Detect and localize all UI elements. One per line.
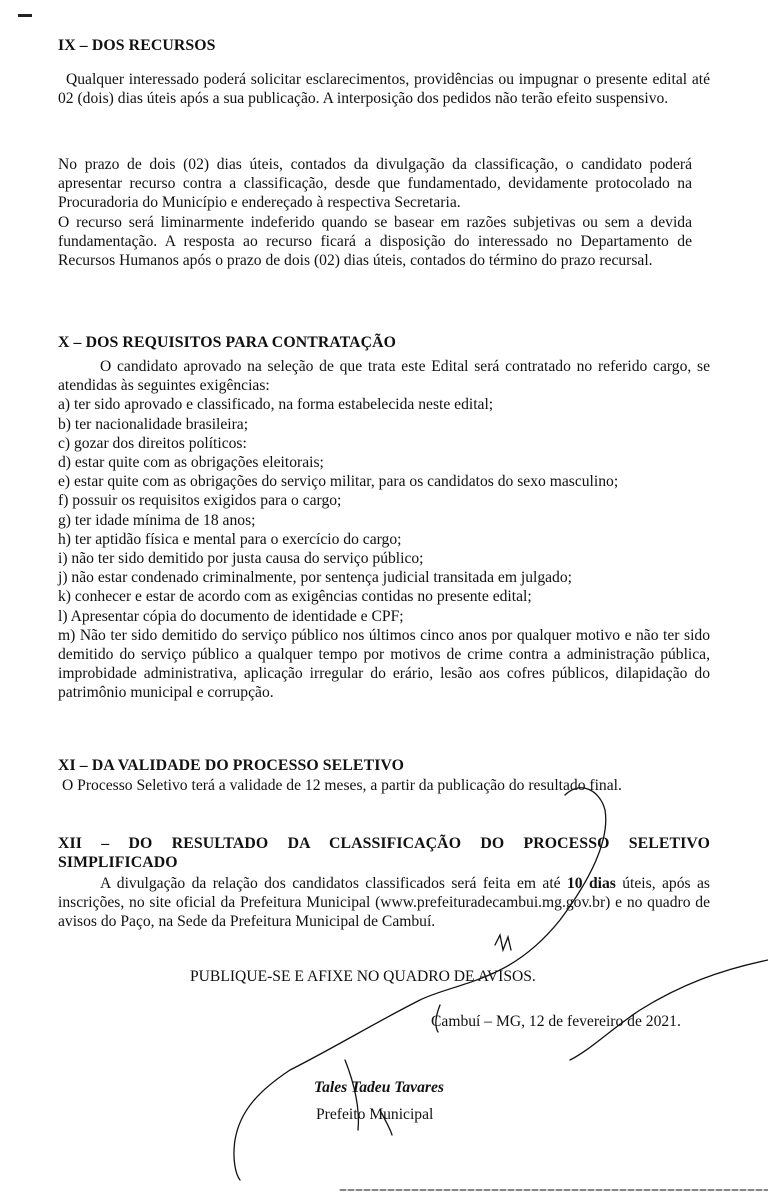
- section-ix-paragraph-3: O recurso será liminarmente indeferido quando se basear em razões subjetivas ou sem a devida fundamentação. A resposta ao recurso ficará a disposição do interessado no Departamento de Recursos Humanos após o prazo de dois (02) dias úteis, contados do término do prazo recursal.: [58, 213, 692, 270]
- section-xii-title: [58, 834, 710, 872]
- scan-corner-mark: [18, 14, 32, 17]
- section-xii-text-part-1: A divulgação da relação dos candidatos classificados será feita em até: [100, 875, 567, 892]
- requirement-item: a) ter sido aprovado e classificado, na forma estabelecida neste edital;: [58, 396, 494, 414]
- section-ix-paragraph-2: No prazo de dois (02) dias úteis, contados da divulgação da classificação, o candidato poderá apresentar recurso contra a classificação, desde que fundamentado, devidamente protocolado na Procuradoria do Município e endereçado à respectiva Secretaria.: [58, 156, 692, 212]
- requirement-item: c) gozar dos direitos políticos:: [58, 434, 247, 452]
- section-ix-paragraph-1: Qualquer interessado poderá solicitar esclarecimentos, providências ou impugnar o presente edital até 02 (dois) dias úteis após a sua publicação. A interposição dos pedidos não terão efeito suspensivo.: [58, 71, 710, 108]
- section-xi-title: XI – DA VALIDADE DO PROCESSO SELETIVO: [58, 757, 405, 774]
- requirement-item: g) ter idade mínima de 18 anos;: [58, 511, 256, 529]
- requirement-item: h) ter aptidão física e mental para o exercício do cargo;: [58, 530, 402, 548]
- requirements-list: [58, 395, 710, 625]
- section-xi-text: O Processo Seletivo terá a validade de 12 meses, a partir da publicação do resultado final.: [62, 777, 622, 794]
- requirement-item: l) Apresentar cópia do documento de identidade e CPF;: [58, 607, 404, 625]
- section-xii-text: [58, 874, 710, 932]
- section-xi-body: [62, 776, 714, 795]
- requirement-item: f) possuir os requisitos exigidos para o cargo;: [58, 492, 342, 510]
- signer-name: Tales Tadeu Tavares: [314, 1079, 444, 1096]
- requirement-item: d) estar quite com as obrigações eleitorais;: [58, 454, 324, 472]
- section-xii-deadline: 10 dias: [566, 875, 616, 892]
- section-x-intro: O candidato aprovado na seleção de que trata este Edital será contratado no referido cargo, se atendidas às seguintes exigências:: [58, 358, 710, 395]
- section-ix-body: [58, 70, 710, 108]
- publique-notice: PUBLIQUE-SE E AFIXE NO QUADRO DE AVISOS.: [190, 968, 536, 985]
- section-x-body: [58, 357, 710, 703]
- requirement-item: e) estar quite com as obrigações do serviço militar, para os candidatos do sexo masculino;: [58, 473, 619, 491]
- requirement-item: k) conhecer e estar de acordo com as exigências contidas no presente edital;: [58, 588, 532, 606]
- section-xii-text-part-2: úteis, após as inscrições, no site oficial da Prefeitura Municipal (www.prefeituradecambui.mg.gov.br) e no quadro de avisos do Paço, na Sede da Prefeitura Municipal de Cambuí.: [58, 875, 710, 931]
- signer-role: Prefeito Municipal: [316, 1106, 434, 1123]
- section-ix-title: IX – DOS RECURSOS: [58, 37, 216, 54]
- section-xii-body: [58, 874, 710, 932]
- requirement-item: j) não estar condenado criminalmente, por sentença judicial transitada em julgado;: [58, 569, 572, 587]
- section-ix-body-2: [58, 155, 692, 270]
- requirement-item: b) ter nacionalidade brasileira;: [58, 415, 249, 433]
- section-xii-title-text: XII – DO RESULTADO DA CLASSIFICAÇÃO DO PROCESSO SELETIVO SIMPLIFICADO: [58, 835, 710, 871]
- place-date: Cambuí – MG, 12 de fevereiro de 2021.: [431, 1013, 681, 1030]
- requirement-item: i) não ter sido demitido por justa causa do serviço público;: [58, 550, 424, 568]
- section-x-title: X – DOS REQUISITOS PARA CONTRATAÇÃO: [58, 334, 397, 351]
- requirement-item-m: m) Não ter sido demitido do serviço público nos últimos cinco anos por qualquer motivo e não ter sido demitido do serviço público a qualquer tempo por motivos de crime contra a administração pública, improbidade administrativa, aplicação irregular do erário, lesão aos cofres públicos, dilapidação do patrimônio municipal e corrupção.: [58, 626, 710, 702]
